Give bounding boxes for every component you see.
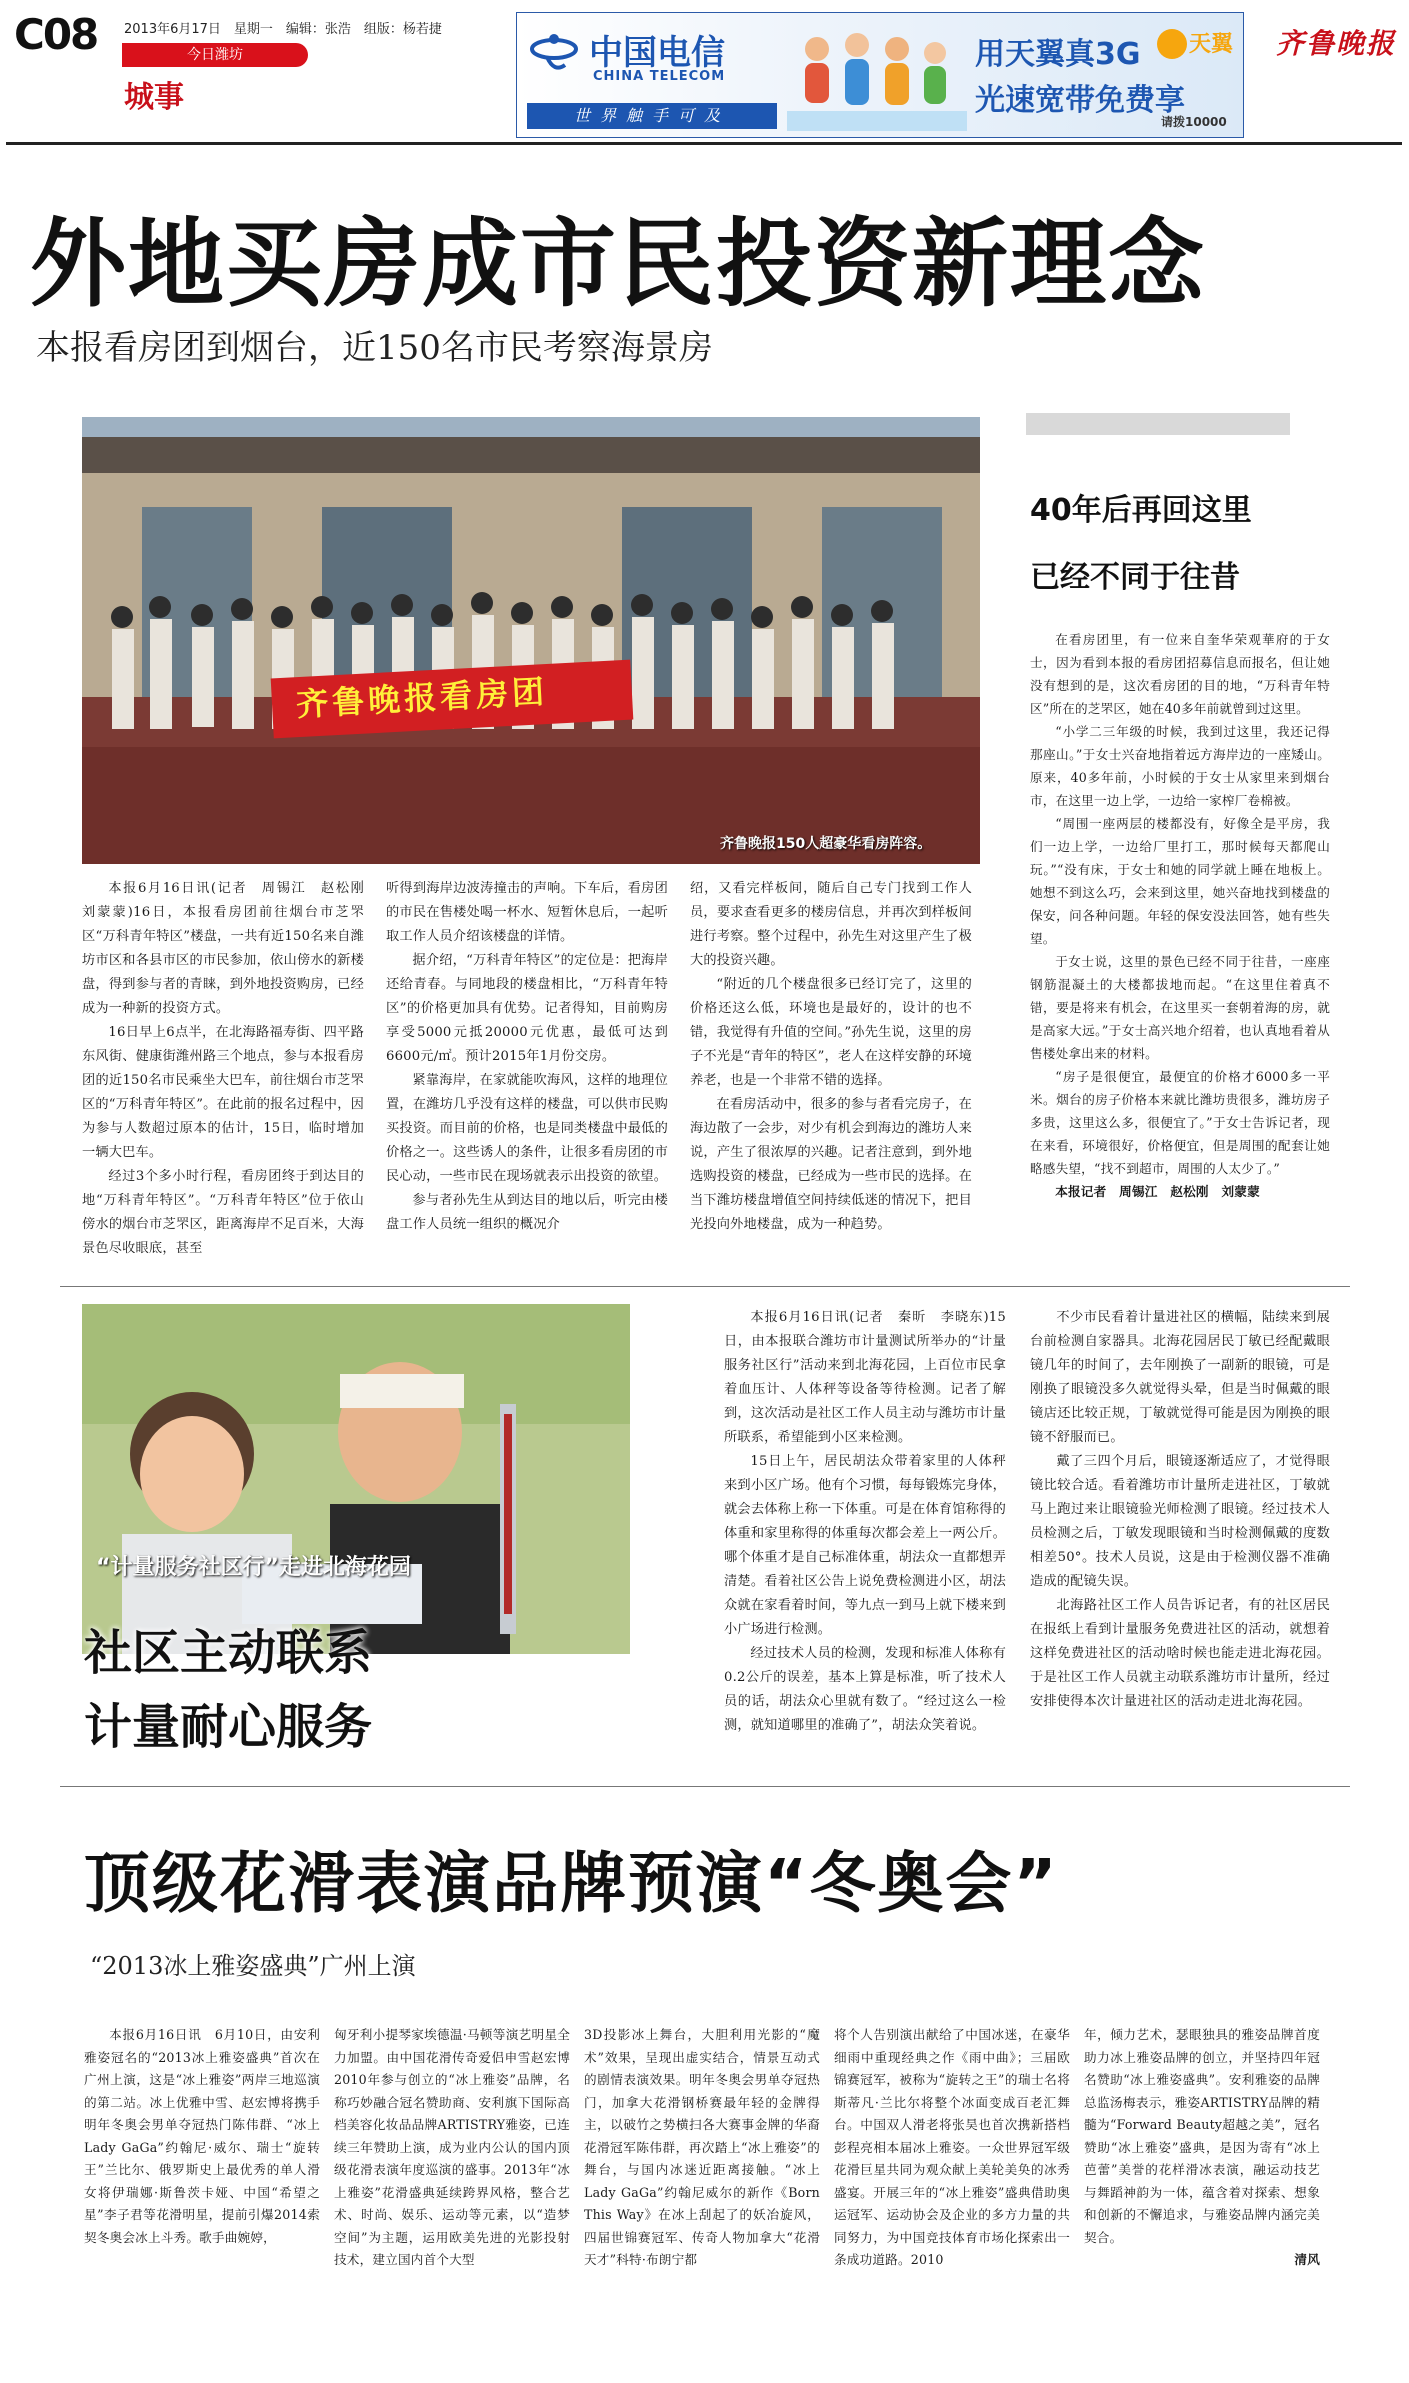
ad-people-graphic — [787, 19, 967, 131]
story1-col3-p3: 在看房活动中，很多的参与者看完房子，在海边散了一会步，对少有机会到海边的潍坊人来说，产生了很浓厚的兴趣。记者注意到，到外地选购投资的楼盘，已经成为一些市民的选择。在当下潍坊楼盘增值空间持续低迷的情况下，把目光投向外地楼盘，成为一种趋势。 — [690, 1097, 972, 1232]
tianyi-logo — [1157, 25, 1235, 67]
group-photo-banner: 齐鲁晚报看房团 — [295, 672, 549, 724]
story2-col1-p2: 15日上午，居民胡法众带着家里的人体秤来到小区广场。他有个习惯，每每锻炼完身体，就会去体称上称一下体重。可是在体育馆称得的体重和家里称得的体重每次都会差上一两公斤。哪个体重才是自己标准体重，胡法众一直都想弄清楚。看着社区公告上说免费检测进小区，胡法众就在家看着时间，等九点一到马上就下楼来到小广场进行检测。 — [724, 1454, 1006, 1637]
sidebar-p3: “周围一座两层的楼都没有，好像全是平房，我们一边上学，一边给厂里打工，那时候每天都爬山玩。”“没有床，于女士和她的同学就上睡在地板上。她想不到这么巧，会来到这里，她兴奋地找到楼盘的保安，问各种问题。年轻的保安没法回答，她有些失望。 — [1030, 816, 1330, 946]
story1-col3-p2: “附近的几个楼盘很多已经订完了，这里的价格还这么低，环境也是最好的，设计的也不错，我觉得有升值的空间。”孙先生说，这里的房子不光是“青年的特区”，老人在这样安静的环境养老，也是一个非常不错的选择。 — [690, 977, 972, 1088]
story1-col2-p4: 参与者孙先生从到达目的地以后，听完由楼盘工作人员统一组织的概况介 — [386, 1193, 668, 1232]
group-photo — [82, 417, 980, 864]
story1-col2-p1: 听得到海岸边波涛撞击的声响。下车后，看房团的市民在售楼处喝一杯水、短暂休息后，一起听取工作人员介绍该楼盘的详情。 — [386, 881, 668, 944]
sidebar-p2: “小学二三年级的时候，我到过这里，我还记得那座山。”于女士兴奋地指着远方海岸边的一座矮山。原来，40多年前，小时候的于女士从家里来到烟台市，在这里一边上学，一边给一家榨厂卷棉被。 — [1030, 724, 1330, 808]
story1-divider — [60, 1286, 1350, 1287]
story2-headline-2: 计量耐心服务 — [84, 1699, 373, 1755]
story2-col2-p1: 不少市民看着计量进社区的横幅，陆续来到展台前检测自家器具。北海花园居民丁敏已经配戴眼镜几年的时间了，去年刚换了一副新的眼镜，可是刚换了眼镜没多久就觉得头晕，但是当时佩戴的眼镜店还比较正规，丁敏就觉得可能是因为刚换的眼镜不舒服而已。 — [1030, 1310, 1330, 1445]
story3-col4-p: 将个人告别演出献给了中国冰迷，在豪华细雨中重现经典之作《雨中曲》；三届欧锦赛冠军，被称为“旋转之王”的瑞士名将斯蒂凡·兰比尔将整个冰面变成百老汇舞台。中国双人滑老将张昊也首次携新搭档彭程亮相本届冰上雅姿。一众世界冠军级花滑巨星共同为观众献上美轮美奂的冰秀盛宴。开展三年的“冰上雅姿”盛典借助奥运冠军、运动协会及企业的多方力量的共同努力，为中国竞技体育市场化探索出一条成功道路。2010 — [834, 2027, 1070, 2267]
story2-divider — [60, 1786, 1350, 1787]
story3-col2-p: 匈牙利小提琴家埃德温·马顿等演艺明星全力加盟。由中国花滑传奇爱侣申雪赵宏博2010年参与创立的“冰上雅姿”品牌，名称巧妙融合冠名赞助商、安利旗下国际高档美容化妆品品牌ARTISTRY雅姿，已连续三年赞助上演，成为业内公认的国内顶级花滑表演年度巡演的盛事。2013年“冰上雅姿”花滑盛典延续跨界风格，整合艺术、时尚、娱乐、运动等元素，以“造梦空间”为主题，运用欧美先进的光影投射技术，建立国内首个大型 — [334, 2027, 570, 2267]
sidebar-p4: 于女士说，这里的景色已经不同于往昔，一座座钢筋混凝土的大楼都拔地而起。“在这里住着真不错，要是将来有机会，在这里买一套朝着海的房，就是高家大远。”于女士高兴地介绍着，也认真地看着从售楼处拿出来的材料。 — [1030, 954, 1330, 1061]
telecom-brand-en: CHINA TELECOM — [593, 69, 726, 84]
story2-col2 — [1030, 1306, 1330, 1714]
tianyi-label: 天翼 — [1189, 32, 1234, 57]
story1-col2 — [386, 877, 668, 1237]
story1-col3-p1: 绍，又看完样板间，随后自己专门找到工作人员，要求查看更多的楼房信息，并再次到样板间进行考察。整个过程中，孙先生对这里产生了极大的投资兴趣。 — [690, 881, 972, 968]
section-tag: 今日潍坊 — [122, 43, 308, 67]
story3-subhead: “2013冰上雅姿盛典”广州上演 — [90, 1952, 416, 1980]
sidebar-body — [1030, 628, 1330, 1203]
story1-headline: 外地买房成市民投资新理念 — [30, 208, 1206, 320]
telecom-ad[interactable] — [516, 12, 1244, 138]
ad-hotline: 请拨10000 — [1161, 115, 1227, 129]
story1-col2-p2: 据介绍，“万科青年特区”的定位是：把海岸还给青春。与同地段的楼盘相比，“万科青年特区”的价格更加具有优势。记者得知，目前购房享受5000元抵20000元优惠，最低可达到6600元/㎡。预计2015年1月份交房。 — [386, 953, 668, 1064]
story1-col1-p2: 16日早上6点半，在北海路福寿街、四平路东风街、健康街潍州路三个地点，参与本报看房团的近150名市民乘坐大巴车，前往烟台市芝罘区的“万科青年特区”。在此前的报名过程中，因为参与人数超过原本的估计，15日，临时增加一辆大巴车。 — [82, 1025, 364, 1160]
story2-col2-p3: 北海路社区工作人员告诉记者，有的社区居民在报纸上看到计量服务免费进社区的活动，就想着这样免费进社区的活动啥时候也能走进北海花园。于是社区工作人员就主动联系潍坊市计量所，经过安排使得本次计量进社区的活动走进北海花园。 — [1030, 1598, 1330, 1709]
story1-subhead: 本报看房团到烟台，近150名市民考察海景房 — [36, 328, 713, 368]
story1-col3 — [690, 877, 972, 1237]
story3-col5-p: 年，倾力艺术，瑟眼独具的雅姿品牌首度助力冰上雅姿品牌的创立，并坚持四年冠名赞助“冰上雅姿盛典”。安利雅姿的品牌总监汤梅表示，雅姿ARTISTRY品牌的精髓为“Forward Beauty超越之美”，冠名赞助“冰上雅姿”盛典，是因为寄有“冰上芭蕾”美誉的花样滑冰表演，融运动技艺与舞蹈神韵为一体，蕴含着对探索、想象和创新的不懈追求，与雅姿品牌内涵完美契合。 — [1084, 2027, 1320, 2245]
story2-col1-p3: 经过技术人员的检测，发现和标准人体称有0.2公斤的误差，基本上算是标准，听了技术人员的话，胡法众心里就有数了。“经过这么一检测，就知道哪里的准确了”，胡法众笑着说。 — [724, 1646, 1006, 1733]
story3-col3-p: 3D投影冰上舞台，大胆利用光影的“魔术”效果，呈现出虚实结合，情景互动式的剧情表演效果。明年冬奥会男单夺冠热门，加拿大花滑钢桥赛最年轻的金牌得主，以破竹之势横扫各大赛事金牌的华裔花滑冠军陈伟群，再次踏上“冰上雅姿”的舞台，与国内冰迷近距离接触。“冰上Lady GaGa”约翰尼威尔的新作《Born This Way》在冰上刮起了的妖冶旋风，四届世锦赛冠军、传奇人物加拿大“花滑天才”科特·布朗宁都 — [584, 2027, 820, 2267]
story3-col5 — [1084, 2024, 1320, 2272]
story1-col1-p3: 经过3个多小时行程，看房团终于到达目的地“万科青年特区”。“万科青年特区”位于依山傍水的烟台市芝罘区，距离海岸不足百米，大海景色尽收眼底，甚至 — [82, 1169, 364, 1256]
masthead-logo: 齐鲁晚报 — [1276, 27, 1397, 60]
sidebar-title-2: 已经不同于往昔 — [1030, 560, 1240, 595]
story2-headline-1: 社区主动联系 — [84, 1625, 373, 1681]
telecom-logo-icon — [529, 27, 579, 77]
sidebar-byline: 本报记者 周锡江 赵松刚 刘蒙蒙 — [1055, 1184, 1260, 1199]
group-photo-caption: 齐鲁晚报150人超豪华看房阵容。 — [720, 836, 932, 852]
tianyi-icon — [1157, 29, 1187, 59]
story3-col3 — [584, 2024, 820, 2272]
telecom-brand-cn: 中国电信 — [589, 33, 725, 73]
telecom-slogan: 世界触手可及 — [527, 103, 777, 129]
sidebar-p1: 在看房团里，有一位来自奎华荣观華府的于女士，因为看到本报的看房团招募信息而报名，但让她没有想到的是，这次看房团的目的地，“万科青年特区”所在的芝罘区，她在40多年前就曾到过这里。 — [1030, 632, 1330, 716]
story2-col1 — [724, 1306, 1006, 1738]
page-number: C08 — [14, 10, 98, 59]
story2-kicker: “计量服务社区行”走进北海花园 — [96, 1555, 411, 1580]
story2-col1-p1: 本报6月16日讯(记者 秦昕 李晓东)15日，由本报联合潍坊市计量测试所举办的“计量服务社区行”活动来到北海花园，上百位市民拿着血压计、人体秤等设备等待检测。记者了解到，这次活动是社区工作人员主动与潍坊市计量所联系，希望能到小区来检测。 — [724, 1310, 1006, 1445]
date-line: 2013年6月17日 星期一 编辑：张浩 组版：杨若捷 — [124, 22, 442, 37]
ad-line-2: 光速宽带免费享 — [975, 83, 1185, 118]
story3-col2 — [334, 2024, 570, 2272]
story1-col2-p3: 紧靠海岸，在家就能吹海风，这样的地理位置，在潍坊几乎没有这样的楼盘，可以供市民购买投资。而目前的价格，也是同类楼盘中最低的价格之一。这些诱人的条件，让很多看房团的市民心动，一些市民在现场就表示出投资的欲望。 — [386, 1073, 668, 1184]
ad-line-1: 用天翼真3G — [975, 37, 1141, 72]
sidebar-p5: “房子是很便宜，最便宜的价格才6000多一平米。烟台的房子价格本来就比潍坊贵很多，潍坊房子多贵，这里这么多，很便宜了。”于女士告诉记者，现在来看，环境很好，价格便宜，但是周围的配套让她略感失望，“找不到超市，周围的人太少了。” — [1030, 1069, 1330, 1176]
calibration-photo-graphic — [82, 1304, 630, 1654]
story1-col1 — [82, 877, 378, 1261]
sidebar-title-1: 40年后再回这里 — [1030, 493, 1252, 528]
story3-col4 — [834, 2024, 1070, 2272]
story3-col1 — [84, 2024, 320, 2249]
story2-col2-p2: 戴了三四个月后，眼镜逐渐适应了，才觉得眼镜比较合适。看着潍坊市计量所走进社区，丁敏就马上跑过来让眼镜验光师检测了眼镜。经过技术人员检测之后，丁敏发现眼镜和当时检测佩戴的度数相差50°。技术人员说，这是由于检测仪器不准确造成的配镜失误。 — [1030, 1454, 1330, 1589]
calibration-photo — [82, 1304, 630, 1654]
story3-byline: 清风 — [1294, 2252, 1320, 2267]
section-title: 城事 — [124, 80, 184, 115]
story3-col1-p: 本报6月16日讯 6月10日，由安利雅姿冠名的“2013冰上雅姿盛典”首次在广州上演，这是“冰上雅姿”两岸三地巡演的第二站。冰上优雅中雪、赵宏博将携手明年冬奥会男单夺冠热门陈伟群、“冰上Lady GaGa”约翰尼·威尔、瑞士“旋转王”兰比尔、俄罗斯史上最优秀的单人滑女将伊瑞娜·斯鲁茨卡娅、中国“希望之星”李子君等花滑明星，提前引爆2014索契冬奥会冰上斗秀。歌手曲婉婷， — [84, 2027, 320, 2245]
story3-headline: 顶级花滑表演品牌预演“冬奥会” — [84, 1845, 1059, 1922]
sidebar-bar — [1026, 413, 1290, 435]
group-photo-graphic — [82, 417, 980, 864]
story1-col1-p1: 本报6月16日讯(记者 周锡江 赵松刚 刘蒙蒙)16日，本报看房团前往烟台市芝罘区“万科青年特区”楼盘，一共有近150名来自潍坊市区和各县市区的市民参加，依山傍水的新楼盘，得到参与者的青睐，到外地投资购房，已经成为一种新的投资方式。 — [82, 881, 378, 1016]
header-rule — [6, 142, 1402, 145]
